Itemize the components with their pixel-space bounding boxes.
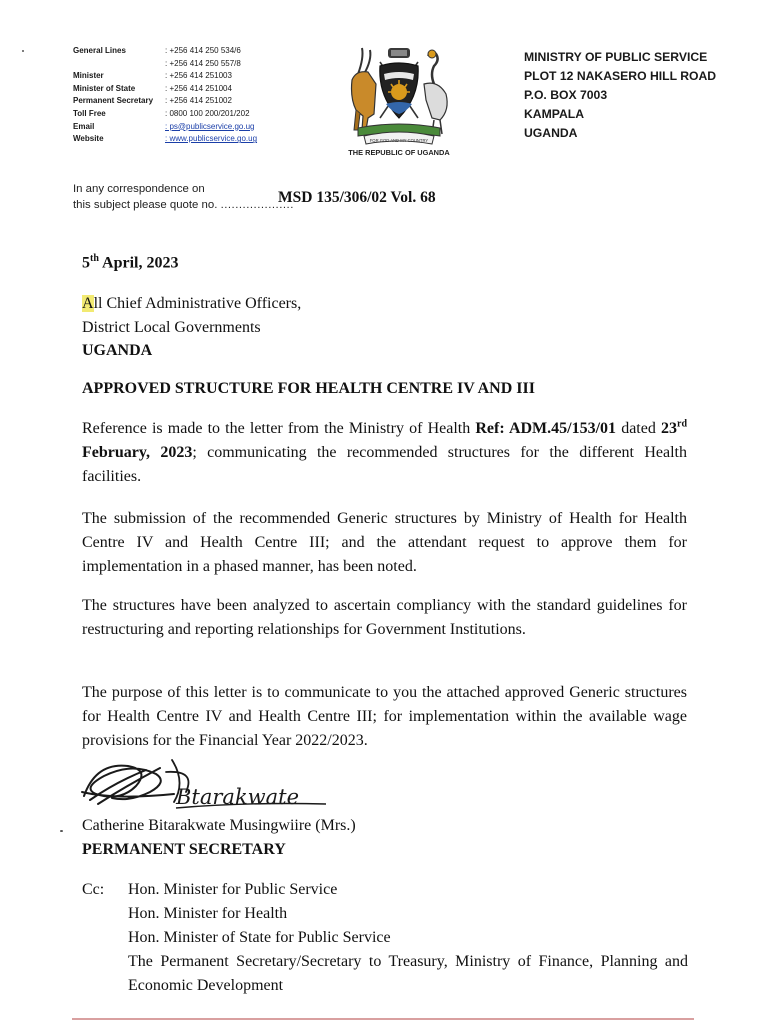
cc-item: Hon. Minister of State for Public Service: [128, 929, 391, 946]
contact-label: Toll Free: [73, 108, 106, 118]
crest-caption: THE REPUBLIC OF UGANDA: [348, 148, 450, 157]
contact-value: : 0800 100 200/201/202: [165, 108, 250, 118]
ref-date-rest: February, 2023: [82, 444, 193, 461]
footer-divider: [72, 1018, 694, 1020]
contact-row: [73, 95, 257, 108]
addressee-line: ll Chief Administrative Officers,: [93, 295, 302, 312]
address-line: PLOT 12 NAKASERO HILL ROAD: [524, 69, 717, 83]
highlighted-letter: A: [82, 295, 94, 312]
paragraph-text: Reference is made to the letter from the Ministry of Health: [82, 420, 476, 437]
addressee-line: UGANDA: [82, 342, 153, 359]
cc-item: Hon. Minister for Public Service: [128, 881, 338, 898]
paragraph-text: ; communicating the recommended structures for the different Health facilities.: [82, 444, 687, 485]
ministry-address: [524, 48, 716, 143]
contact-value: : +256 414 251003: [165, 71, 232, 81]
quote-line: In any correspondence on: [73, 183, 205, 195]
contact-row: [73, 133, 257, 146]
address-line: UGANDA: [524, 126, 578, 140]
address-line: KAMPALA: [524, 107, 585, 121]
signer-name: Catherine Bitarakwate Musingwiire (Mrs.): [82, 817, 356, 834]
letter-subject: APPROVED STRUCTURE FOR HEALTH CENTRE IV AND III: [82, 380, 535, 397]
contact-value: : +256 414 250 534/6: [165, 46, 241, 55]
email-link[interactable]: : ps@publicservice.go.ug: [165, 121, 255, 131]
paragraph-text: dated: [616, 420, 662, 437]
contact-label: Email: [73, 121, 95, 131]
signer-title: PERMANENT SECRETARY: [82, 841, 286, 858]
contact-details: [73, 45, 257, 146]
body-paragraph: The purpose of this letter is to communicate to you the attached approved Generic structures for Health Centre IV and Health Centre III; for implementation within the available wage provisions for the Financial Year 2022/2023.: [82, 684, 687, 749]
cc-item: The Permanent Secretary/Secretary to Treasury, Ministry of Finance, Planning and Economic Development: [128, 953, 688, 994]
ref-date-day: 23: [661, 420, 678, 437]
date-suffix: th: [90, 253, 99, 264]
contact-label: Minister: [73, 71, 104, 81]
signature-text: Btarakwate: [176, 785, 300, 809]
contact-row: [73, 45, 257, 58]
coat-of-arms-icon: [336, 40, 462, 148]
scan-speck: [22, 50, 24, 52]
date-rest: April, 2023: [98, 254, 179, 272]
address-line: P.O. BOX 7003: [524, 88, 608, 102]
body-paragraph: The submission of the recommended Generic structures by Ministry of Health for Health Centre IV and Health Centre III; and the attendant request to approve them for implementation in a phased manner, has been noted.: [82, 510, 687, 575]
moh-reference: Ref: ADM.45/153/01: [475, 420, 617, 437]
scan-speck: [60, 830, 63, 832]
contact-label: Website: [73, 134, 104, 144]
contact-label: General Lines: [73, 46, 126, 55]
crest-motto: FOR GOD AND MY COUNTRY: [369, 138, 429, 143]
address-line: MINISTRY OF PUBLIC SERVICE: [524, 50, 708, 64]
contact-label: Minister of State: [73, 83, 136, 93]
contact-value: : +256 414 251002: [165, 96, 232, 106]
contact-label: [73, 58, 165, 71]
contact-label: Permanent Secretary: [73, 96, 154, 106]
contact-value: : +256 414 251004: [165, 83, 232, 93]
quote-reference: [73, 181, 436, 213]
cc-item: Hon. Minister for Health: [128, 905, 288, 922]
quote-dots: ....................: [220, 199, 294, 211]
contact-row: [73, 58, 257, 71]
reference-number: MSD 135/306/02 Vol. 68: [278, 189, 436, 206]
contact-row: [73, 70, 257, 83]
quote-line: this subject please quote no.: [73, 199, 218, 211]
addressee-line: District Local Governments: [82, 318, 261, 336]
date-day: 5: [82, 254, 90, 272]
ref-date-suffix: rd: [677, 418, 688, 430]
contact-value: : +256 414 250 557/8: [165, 58, 241, 68]
body-paragraph: [82, 417, 687, 489]
handwritten-signature: [76, 752, 338, 822]
addressee: [82, 292, 301, 363]
contact-row: [73, 121, 257, 134]
coat-of-arms: [336, 40, 462, 164]
cc-label: Cc:: [82, 881, 105, 898]
cc-list: [128, 878, 688, 998]
contact-row: [73, 108, 257, 121]
letter-date: [82, 253, 178, 272]
website-link[interactable]: : www.publicservice.go.ug: [165, 134, 258, 144]
body-paragraph: The structures have been analyzed to ascertain compliancy with the standard guidelines for restructuring and reporting relationships for Government Institutions.: [82, 597, 687, 638]
contact-row: [73, 83, 257, 96]
